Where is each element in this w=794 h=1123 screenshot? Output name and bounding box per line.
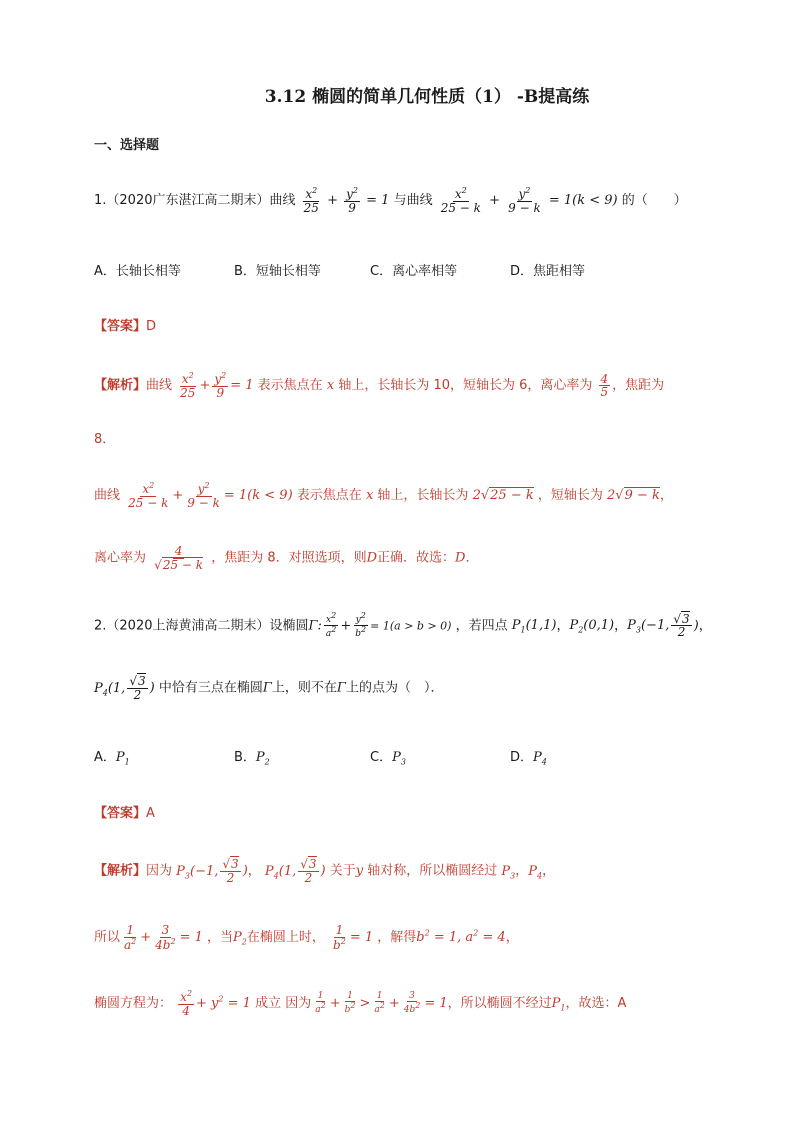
formula: $\frac{x^2}{4}$ <box>180 989 193 1018</box>
text: 成立 因为 <box>255 996 312 1012</box>
formula: $\frac{1}{a^2}$ <box>315 990 326 1016</box>
formula: $\frac{√3}{2}$ <box>300 857 317 885</box>
section-heading: 一、选择题 <box>94 138 160 153</box>
formula: $\frac{1}{b^2}$ <box>333 923 346 952</box>
text: 所以 <box>94 930 121 946</box>
answer-value: A <box>146 806 155 821</box>
text: 表示焦点在 <box>296 488 362 504</box>
question-2: 2.（2020上海黄浦高二期末）设椭圆Γ: $\frac{x^2}{a^2}$ + $\frac{y^2}{b^2}$ = 1(a > b > 0) ，若四点 $P_1(1,1)$，$P_2(0,1)$，$P_3(-1$, $\frac{√3}{2}$ )， <box>94 611 712 640</box>
q1-prefix: 1.（2020广东湛江高二期末）曲线 <box>94 193 296 209</box>
text: 曲线 <box>94 488 121 504</box>
formula: $\frac{3}{4b^2}$ <box>403 990 421 1016</box>
text: 在椭圆上时， <box>246 930 325 946</box>
q1-option-a: A．长轴长相等 <box>94 264 181 279</box>
q1-suffix: 的（ ） <box>621 193 687 209</box>
formula: $\frac{x^2}{25 - k}$ <box>128 481 169 510</box>
formula: $\frac{x^2}{25}$ <box>180 371 196 400</box>
formula: $\frac{√3}{2}$ <box>222 857 239 885</box>
q2-analysis-line-1: 【解析】因为 $P_3(-1$, $\frac{√3}{2}$ )， $P_4(1$, $\frac{√3}{2}$ ) 关于y 轴对称，所以椭圆经过 $P_3$，$P_4$， <box>94 857 556 885</box>
question-1: 1.（2020广东湛江高二期末）曲线 $\frac{x^2}{25}$ + $\frac{y^2}{9}$ = 1 与曲线 $\frac{x^2}{25 - k}$ + $\frac{y^2}{9 - k}$ = 1(k < 9) 的（ ） <box>94 186 687 215</box>
formula: $\frac{4}{5}$ <box>600 371 609 400</box>
text: 上，则不在 <box>271 680 337 696</box>
q1-option-d: D．焦距相等 <box>510 264 586 279</box>
formula: $\frac{x^2}{a^2}$ <box>325 611 337 640</box>
formula: $\frac{x^2}{25}$ <box>303 186 319 215</box>
formula: $\frac{y^2}{9}$ <box>214 371 227 400</box>
formula: $\frac{x^2}{25 - k}$ <box>440 186 481 215</box>
analysis-label: 【解析】 <box>94 863 147 879</box>
q2-prefix: 2.（2020上海黄浦高二期末）设椭圆 <box>94 618 309 634</box>
text: ，焦距为 <box>612 378 665 394</box>
q2-line-2: $P_4(1$, $\frac{√3}{2}$ ) 中恰有三点在椭圆Γ上，则不在Γ上的点为（ ）． <box>94 674 444 702</box>
text: 中恰有三点在椭圆 <box>158 680 263 696</box>
answer-label: 【答案】 <box>94 319 147 334</box>
q1-answer <box>94 315 156 334</box>
text: ，短轴长为 <box>537 488 603 504</box>
text: C． <box>370 750 393 765</box>
formula: $\frac{√3}{2}$ <box>673 611 690 640</box>
text: ，解得 <box>377 930 417 946</box>
formula: $\frac{y^2}{9 - k}$ <box>187 481 220 510</box>
text: A． <box>94 750 116 765</box>
q2-option-c: C．$P_3$ <box>370 750 406 767</box>
text: 因为 <box>146 863 173 879</box>
analysis-label: 【解析】 <box>94 378 147 394</box>
text: D． <box>510 750 534 765</box>
q2-mid: ，若四点 <box>455 618 508 634</box>
text: 上的点为（ ）． <box>345 680 444 696</box>
page-title: 3.12 椭圆的简单几何性质（1） -B提高练 <box>264 87 590 107</box>
text: 椭圆方程为： <box>94 996 173 1012</box>
text: ，当 <box>207 930 234 946</box>
q1-analysis-line-2: 曲线 $\frac{x^2}{25 - k}$ + $\frac{y^2}{9 - k}$ = 1(k < 9) 表示焦点在 x 轴上，长轴长为 2√25 − k ，短轴长为 2√9 − k， <box>94 481 673 510</box>
text: 关于 <box>329 863 356 879</box>
q1-analysis-cont: 8． <box>94 432 116 447</box>
formula: $\frac{3}{4b^2}$ <box>155 923 176 952</box>
text: 轴上，长轴长为 <box>377 488 469 504</box>
q1-mid: 与曲线 <box>393 193 433 209</box>
text: 正确．故选： <box>377 550 456 566</box>
q2-answer <box>94 802 155 821</box>
text: B． <box>234 750 256 765</box>
q2-analysis-line-3: 椭圆方程为： $\frac{x^2}{4}$ + $y^2 = 1$ 成立 因为 $\frac{1}{a^2}$ + $\frac{1}{b^2}$ > $\frac{1}{a^2}$ + $\frac{3}{4b^2}$ = 1，所以椭圆不经过$P_1$，故选：A <box>94 989 627 1018</box>
text: 离心率为 <box>94 550 147 566</box>
q2-option-a: A．$P_1$ <box>94 750 130 767</box>
q2-option-d: D．$P_4$ <box>510 750 547 767</box>
formula: $\frac{y^2}{9}$ <box>346 186 358 215</box>
text: 轴对称，所以椭圆经过 <box>367 863 498 879</box>
formula: $\frac{1}{b^2}$ <box>344 990 356 1016</box>
text: 轴上，长轴长为 10，短轴长为 6，离心率为 <box>338 378 593 394</box>
text: 曲线 <box>146 378 173 394</box>
text: 表示焦点在 <box>257 378 323 394</box>
formula: $\frac{√3}{2}$ <box>129 674 146 702</box>
text: ，故选：A <box>565 996 627 1012</box>
q1-analysis-line-1: 【解析】曲线 $\frac{x^2}{25}$ + $\frac{y^2}{9}$ = 1 表示焦点在 x 轴上，长轴长为 10，短轴长为 6，离心率为 $\frac{4}{5}$ ，焦距为 <box>94 371 665 400</box>
q1-option-c: C．离心率相等 <box>370 264 458 279</box>
formula: $\frac{1}{a^2}$ <box>374 990 385 1016</box>
q2-option-b: B．$P_2$ <box>234 750 270 767</box>
answer-value: D <box>146 319 157 334</box>
q1-analysis-line-3: 离心率为 $\frac{4}{√25 - k}$ ，焦距为 8．对照选项，则D正确．故选：D． <box>94 544 479 572</box>
q1-option-b: B．短轴长相等 <box>234 264 321 279</box>
formula: $\frac{y^2}{b^2}$ <box>355 611 367 640</box>
formula: $\frac{4}{√25 - k}$ <box>154 544 204 572</box>
answer-label: 【答案】 <box>94 806 147 821</box>
text: ，所以椭圆不经过 <box>447 996 552 1012</box>
q2-analysis-line-2: 所以 $\frac{1}{a^2}$ + $\frac{3}{4b^2}$ = 1 ，当$P_2$在椭圆上时， $\frac{1}{b^2}$ = 1 ，解得$b^2 = 1$, $a^2 = 4$， <box>94 923 519 952</box>
text: ． <box>465 550 479 566</box>
text: ，焦距为 8．对照选项，则 <box>211 550 367 566</box>
formula: $\frac{y^2}{9 - k}$ <box>508 186 541 215</box>
formula: $\frac{1}{a^2}$ <box>124 923 137 952</box>
